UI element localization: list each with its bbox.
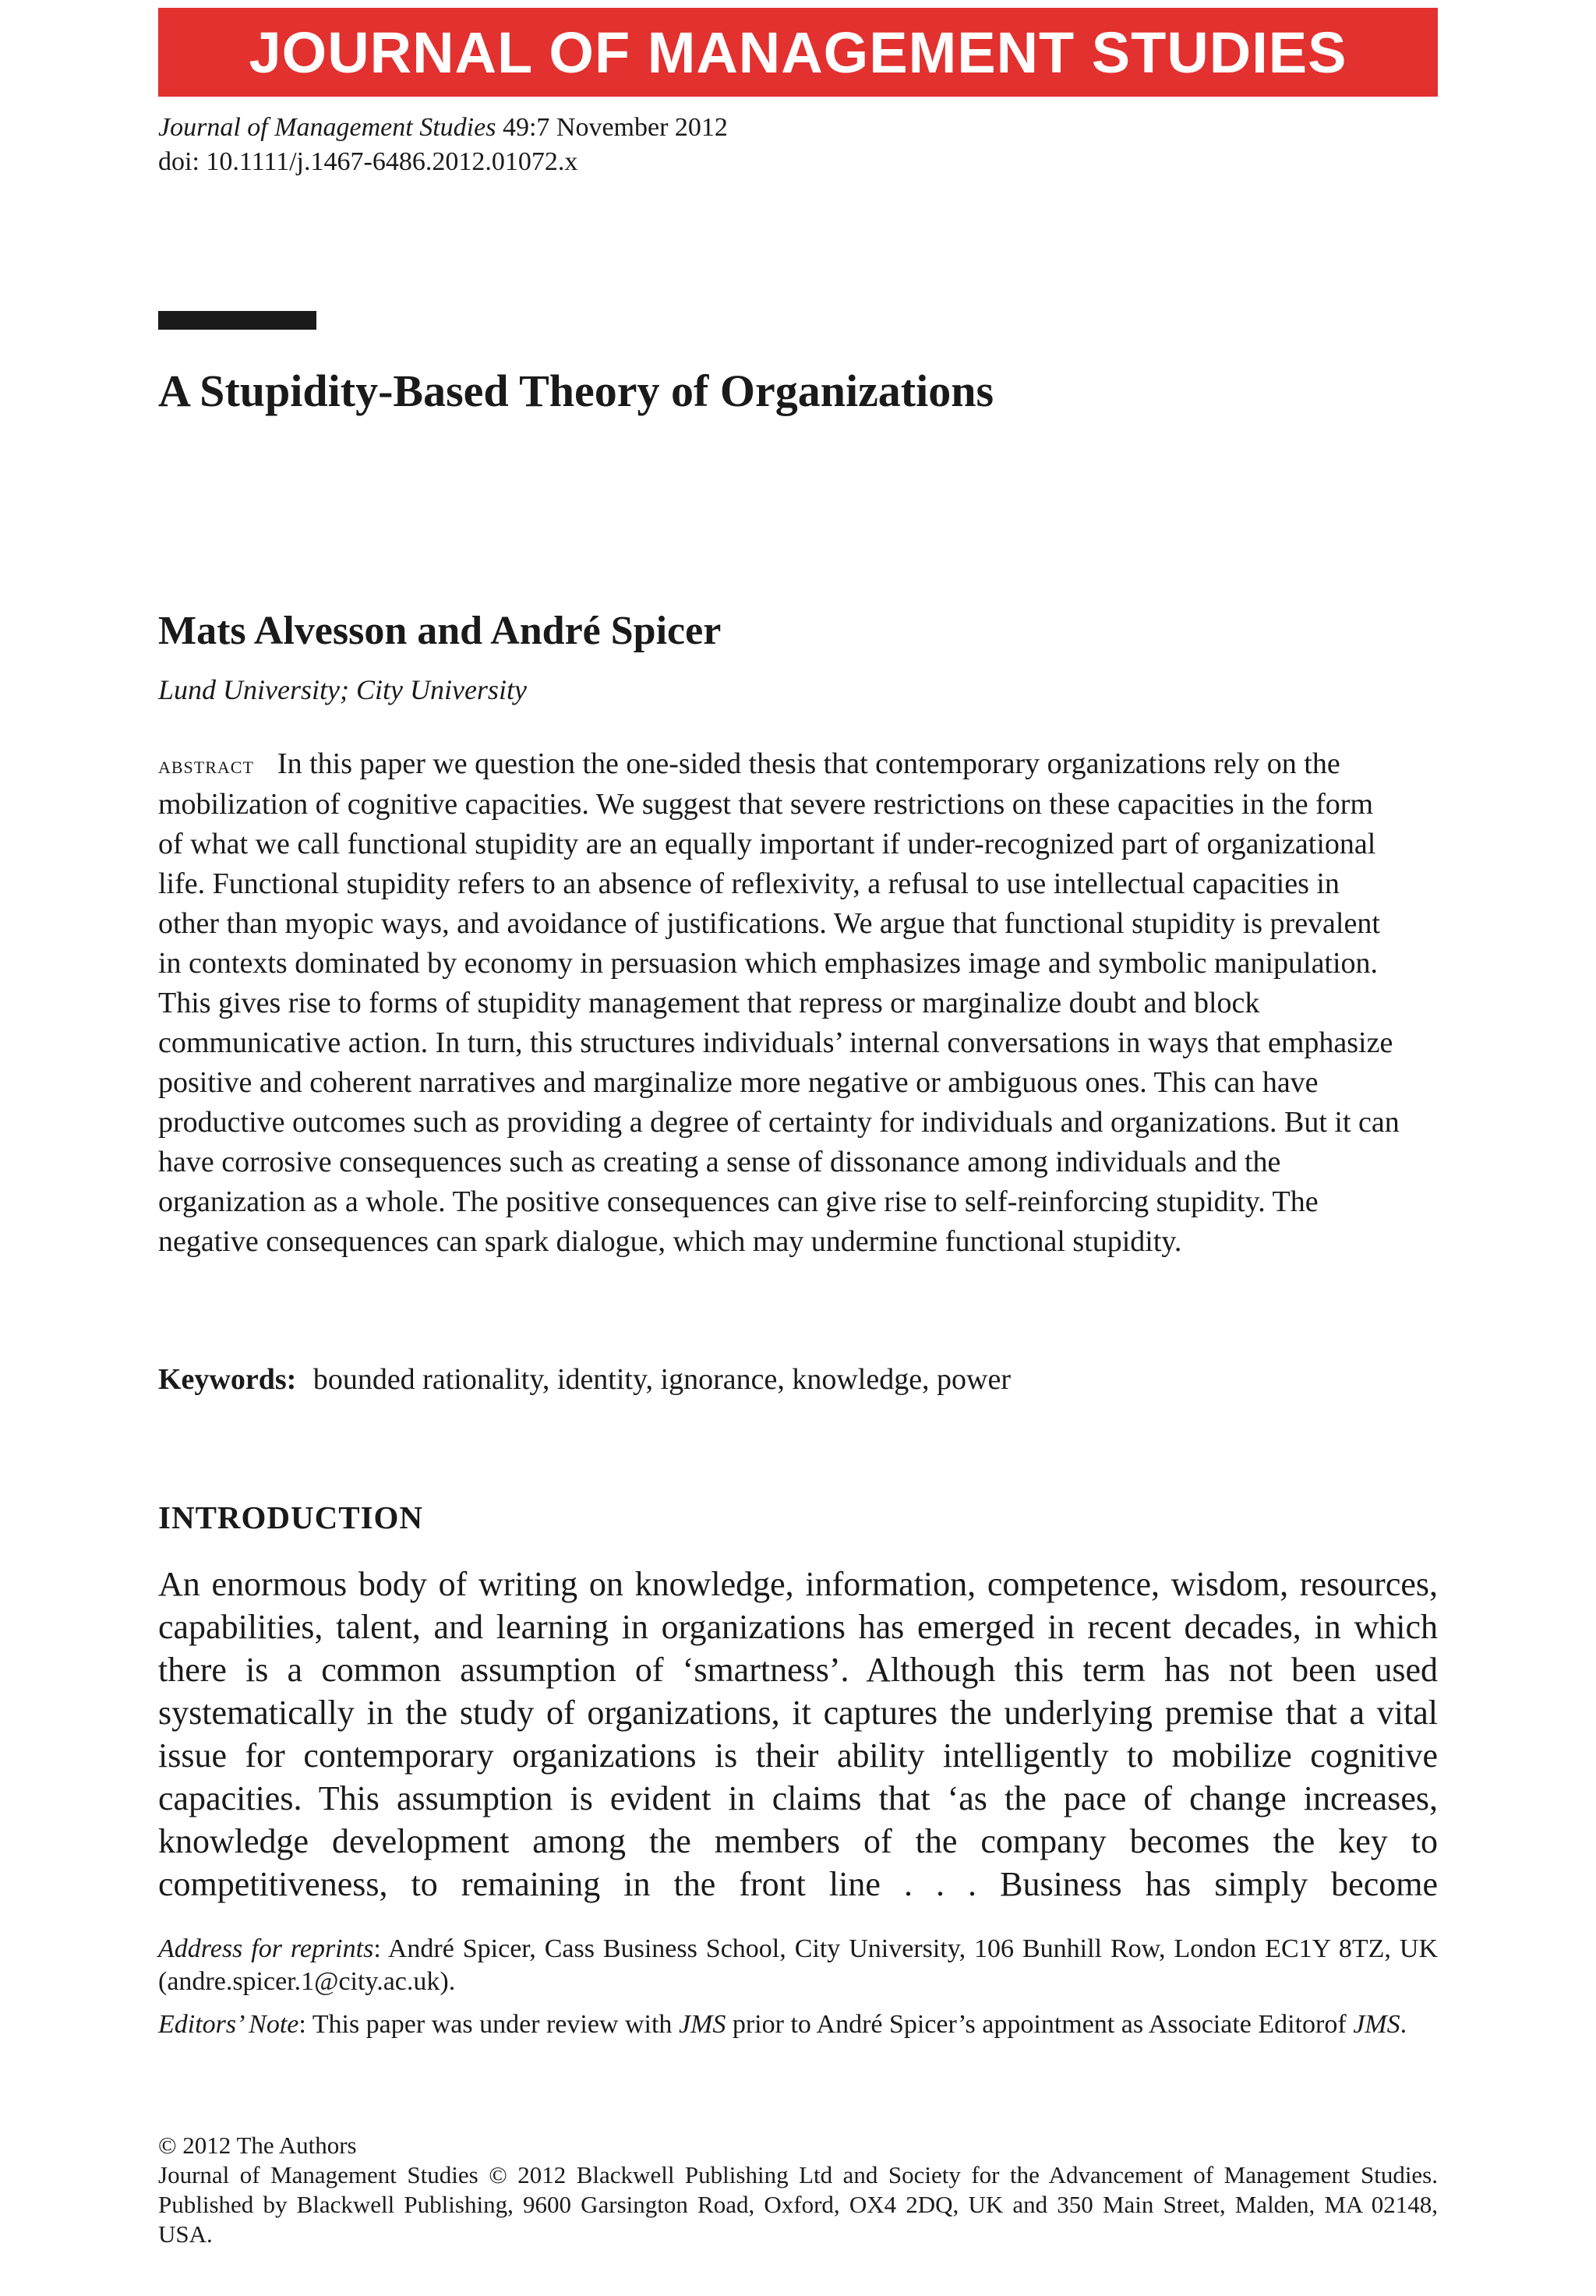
affiliation: Lund University; City University (158, 674, 527, 705)
citation-block (158, 111, 728, 179)
section-heading-introduction: INTRODUCTION (158, 1499, 424, 1535)
editors-note-text: : This paper was under review with (298, 2010, 679, 2039)
copyright-line: © 2012 The Authors (158, 2132, 357, 2159)
title-rule (158, 311, 316, 330)
issue-line (158, 111, 728, 145)
keywords (158, 1362, 1011, 1397)
reprints-footnote (158, 1933, 1438, 1998)
authors: Mats Alvesson and André Spicer (158, 609, 722, 653)
editors-note-text-2: prior to André Spicer’s appointment as Associate Editorof (726, 2010, 1354, 2039)
journal-name: Journal of Management Studies (158, 113, 496, 142)
introduction-text: An enormous body of writing on knowledge, information, competence, wisdom, resources, capabilities, talent, and learning in organizations has emerged in recent decades, in which there is a common assumption of ‘smartness’. Although this term has not been used systematically in the study of organizations, it captures the underlying premise that a vital issue for contemporary organizations is their ability intelligently to mobilize cognitive capacities. This assumption is evident in claims that ‘as the pace of change increases, knowledge development among the members of the company becomes the key to competitiveness, to remaining in the front line . . . Business has simply become (158, 1565, 1438, 1903)
doi: doi: 10.1111/j.1467-6486.2012.01072.x (158, 147, 578, 176)
reprints-text: : André Spicer, Cass Business School, City University, 106 Bunhill Row, London EC1Y 8TZ, UK (andre.spicer.1@city.ac.uk). (158, 1934, 1438, 1996)
keywords-text: bounded rationality, identity, ignorance, knowledge, power (312, 1363, 1012, 1396)
keywords-label: Keywords: (158, 1363, 297, 1396)
abstract (158, 744, 1405, 1262)
editors-note-jms-2: JMS (1353, 2010, 1400, 2039)
article-title: A Stupidity-Based Theory of Organizations (158, 366, 994, 416)
abstract-label: abstract (158, 751, 254, 779)
publisher-line: Journal of Management Studies © 2012 Blackwell Publishing Ltd and Society for the Advancement of Management Studies. Published by Blackwell Publishing, 9600 Garsington Road, Oxford, OX4 2DQ, UK and 350 Main Street, Malden, MA 02148, USA. (158, 2161, 1438, 2248)
journal-banner: JOURNAL OF MANAGEMENT STUDIES (158, 8, 1438, 97)
editors-note (158, 2008, 1438, 2041)
copyright-block (158, 2131, 1438, 2249)
reprints-label: Address for reprints (158, 1934, 374, 1963)
editors-note-text-3: . (1400, 2010, 1407, 2039)
abstract-text: In this paper we question the one-sided thesis that contemporary organizations rely on the mobilization of cognitive capacities. We suggest that severe restrictions on these capacities in the form of what we call functional stupidity are an equally important if under-recognized part of organizational life. Functional stupidity refers to an absence of reflexivity, a refusal to use intellectual capacities in other than myopic ways, and avoidance of justifications. We argue that functional stupidity is prevalent in contexts dominated by economy in persuasion which emphasizes image and symbolic manipulation. This gives rise to forms of stupidity management that repress or marginalize doubt and block communicative action. In turn, this structures individuals’ internal conversations in ways that emphasize positive and coherent narratives and marginalize more negative or ambiguous ones. This can have productive outcomes such as providing a degree of certainty for individuals and organizations. But it can have corrosive consequences such as creating a sense of dissonance among individuals and the organization as a whole. The positive consequences can give rise to self-reinforcing stupidity. The negative consequences can spark dialogue, which may undermine functional stupidity. (158, 747, 1400, 1258)
editors-note-jms: JMS (678, 2010, 726, 2039)
editors-note-label: Editors’ Note (158, 2010, 299, 2039)
issue-info: 49:7 November 2012 (502, 113, 728, 142)
